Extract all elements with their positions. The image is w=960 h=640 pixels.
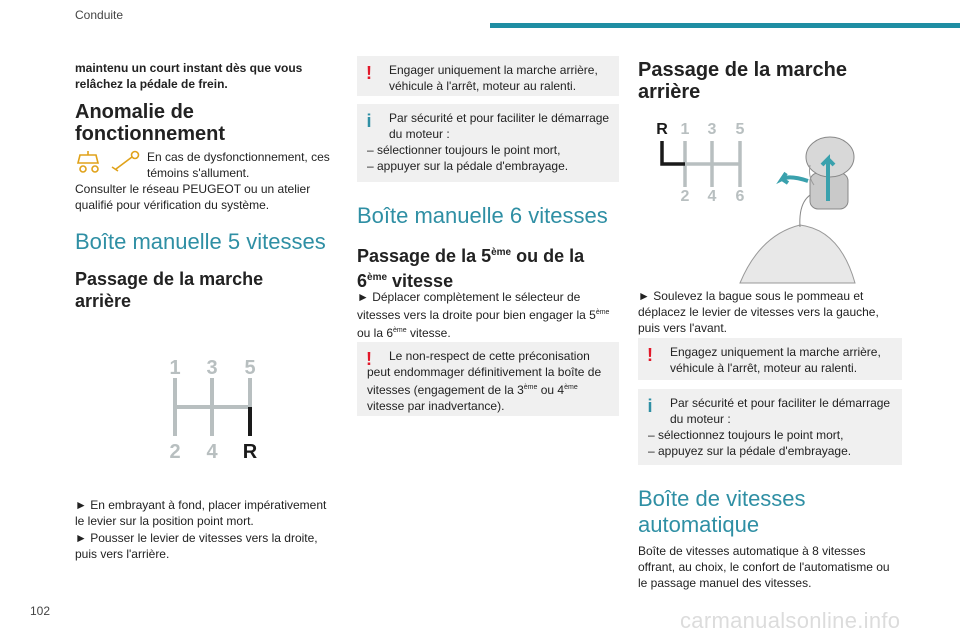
gear-label: 6 [735, 188, 745, 205]
intro-text: maintenu un court instant dès que vous relâchez la pédale de frein. [75, 61, 303, 91]
gear-label: 3 [206, 357, 218, 379]
info-text: Par sécurité et pour faciliter le démarrage du moteur : [670, 396, 891, 426]
anomalie-text-2: Consulter le réseau PEUGEOT ou un atelier qualifié pour vérification du système. [75, 182, 311, 212]
heading-part: Passage de la 5 [357, 246, 492, 266]
warning-exclamation-icon: ! [366, 63, 372, 83]
text-part: ► Déplacer complètement le sélecteur de vitesses vers la droite pour bien engager la 5 [357, 290, 596, 322]
anomalie-text-1: En cas de dysfonctionnement, ces témoins s'allument. [147, 150, 330, 180]
gear-label: 2 [169, 441, 181, 463]
info-list-item: – appuyer sur la pédale d'embrayage. [367, 159, 569, 173]
gear-label-reverse: R [242, 441, 258, 463]
text-sup: ème [595, 309, 610, 316]
heading-sup: ème [367, 272, 388, 283]
steering-fault-icon [78, 151, 98, 172]
gear-label: 3 [707, 121, 717, 138]
gear-label: 5 [244, 357, 256, 379]
warning-box-3 [638, 338, 902, 380]
warning-lamp-icons [76, 149, 144, 177]
gear-diagram-6-speed [650, 115, 870, 285]
header-accent-bar [490, 23, 960, 28]
text-part: vitesse. [406, 326, 451, 340]
text-sup: ème [393, 327, 407, 334]
text-part: ou la 6 [357, 326, 394, 340]
info-icon: i [366, 111, 372, 131]
header-section-title: Conduite [75, 8, 124, 22]
info-list-item: – sélectionnez toujours le point mort, [648, 428, 844, 442]
bv5-reverse-heading: Passage de la marche arrière [75, 269, 264, 311]
text-part: ou 4 [537, 383, 565, 397]
bv6-reverse-step: ► Soulevez la bague sous le pommeau et déplacez le levier de vitesses vers la gauche, puis vers l'avant. [638, 289, 879, 335]
warning-box-1 [357, 56, 619, 96]
watermark: carmanualsonline.info [680, 608, 901, 633]
heading-part: vitesse [387, 271, 454, 291]
text-part: Le non-respect de cette préconisation peut endommager définitivement la boîte de vitesses (engagement de la 3 [367, 349, 602, 397]
bv6-heading: Boîte manuelle 6 vitesses [357, 203, 608, 228]
bv5-step-2: ► Pousser le levier de vitesses vers la droite, puis vers l'arrière. [75, 531, 318, 561]
gear-knob-illustration [740, 137, 855, 283]
gear-label-reverse: R [656, 121, 668, 138]
bv6-gear56-heading [357, 242, 619, 292]
info-box-2 [638, 389, 902, 465]
warning-text: Engagez uniquement la marche arrière, véhicule à l'arrêt, moteur au ralenti. [670, 345, 881, 375]
warning-box-2 [357, 342, 619, 416]
wrench-icon [112, 152, 139, 172]
bv5-step-1: ► En embrayant à fond, placer impérativement le levier sur la position point mort. [75, 498, 327, 528]
gear-label: 4 [707, 188, 717, 205]
info-list-item: – sélectionner toujours le point mort, [367, 143, 561, 157]
info-list-item: – appuyez sur la pédale d'embrayage. [648, 444, 852, 458]
bv6-gear56-text [357, 289, 619, 341]
heading-part: ou de la 6 [357, 246, 585, 291]
warning-text [367, 348, 611, 414]
warning-exclamation-icon: ! [366, 349, 372, 369]
info-text: Par sécurité et pour faciliter le démarrage du moteur : [389, 111, 610, 141]
page-number: 102 [30, 604, 51, 618]
info-box-1 [357, 104, 619, 182]
text-part: vitesse par inadvertance). [367, 399, 505, 413]
gear-label: 4 [206, 441, 218, 463]
gear-label: 1 [680, 121, 690, 138]
gear-diagram-5-speed [160, 350, 270, 470]
info-icon: i [647, 396, 653, 416]
warning-exclamation-icon: ! [647, 345, 653, 365]
text-sup: ème [564, 384, 578, 391]
bv6-reverse-heading: Passage de la marche arrière [638, 59, 848, 103]
heading-sup: ème [491, 247, 512, 258]
gear-label: 1 [169, 357, 181, 379]
warning-text: Engager uniquement la marche arrière, véhicule à l'arrêt, moteur au ralenti. [389, 63, 598, 93]
anomalie-heading: Anomalie de fonctionnement [75, 101, 225, 145]
gear-label: 5 [735, 121, 745, 138]
text-sup: ème [523, 384, 538, 391]
auto-gearbox-heading: Boîte de vitesses automatique [638, 486, 806, 537]
bv5-heading: Boîte manuelle 5 vitesses [75, 229, 326, 254]
gear-label: 2 [680, 188, 690, 205]
auto-gearbox-text: Boîte de vitesses automatique à 8 vitesses offrant, au choix, le confort de l'automatisme ou le passage manuel des vitesses. [638, 544, 890, 590]
